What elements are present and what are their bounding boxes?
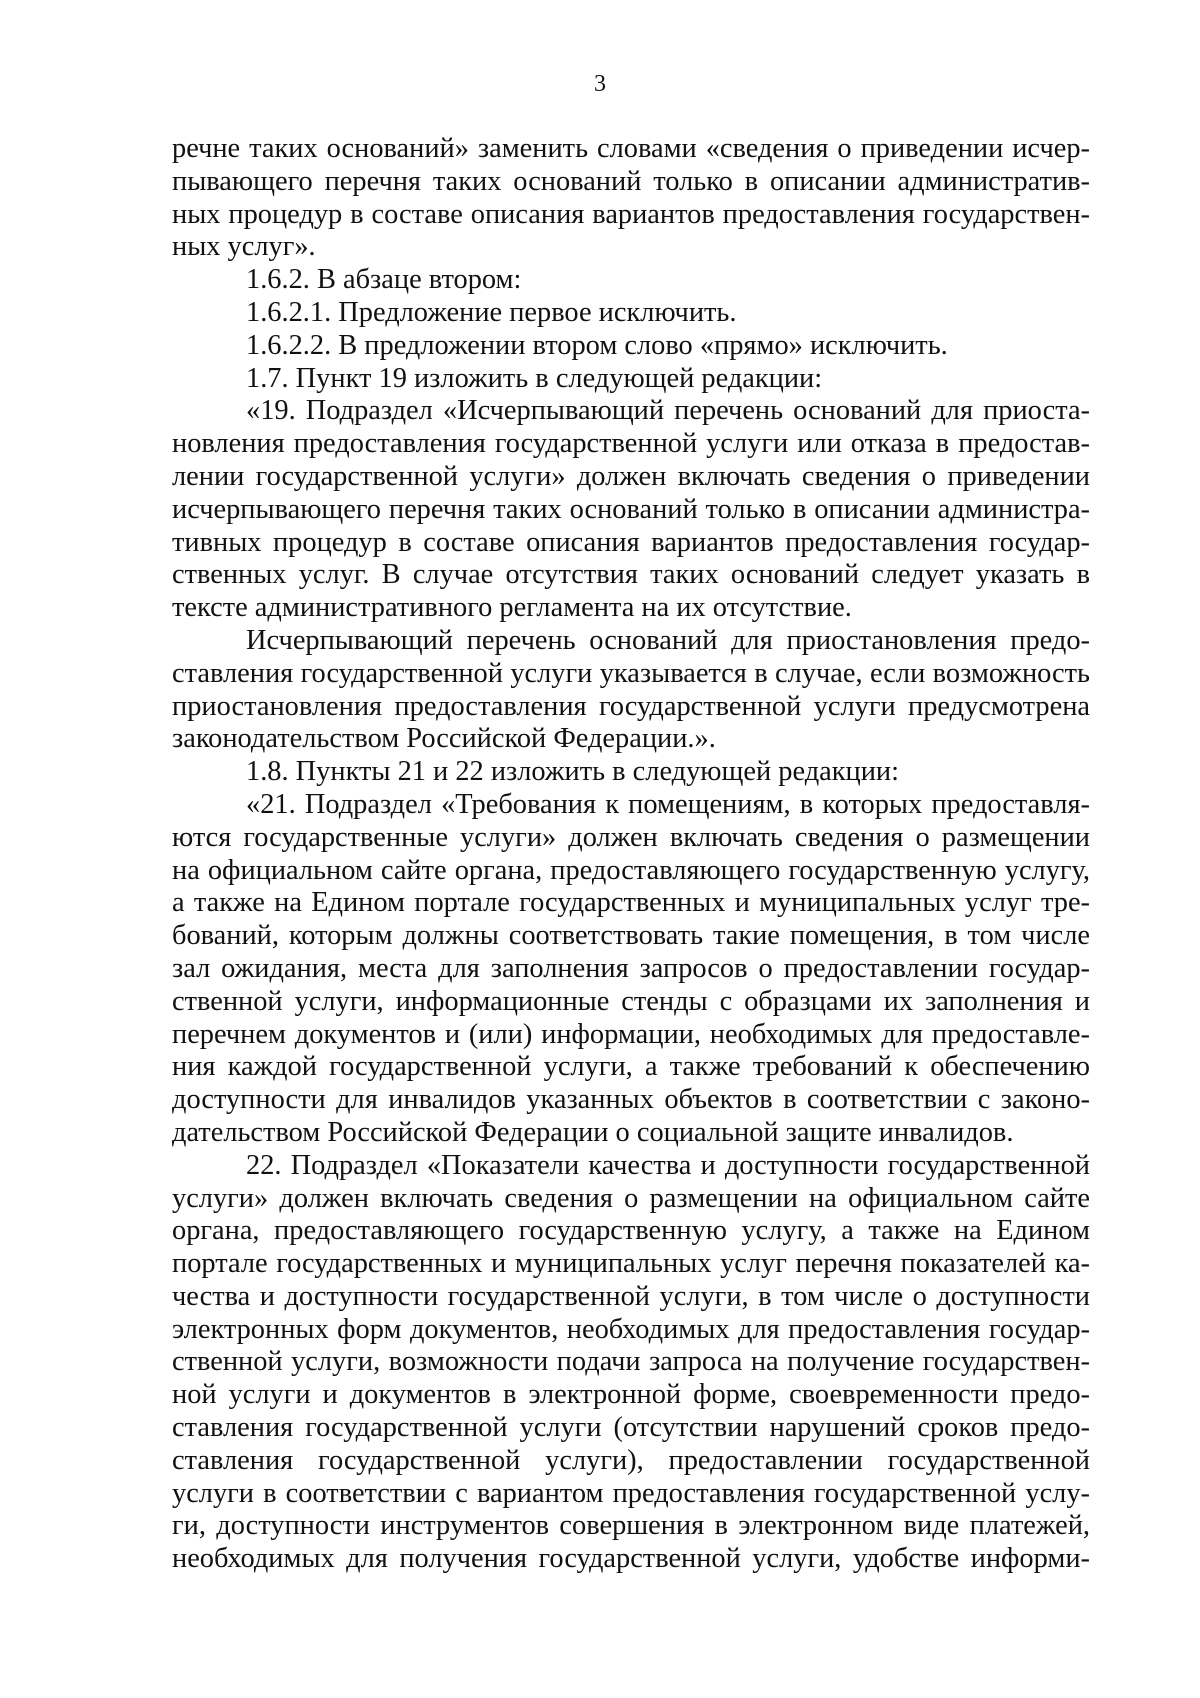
text-line: Исчерпывающий перечень оснований для приостановления предо- bbox=[246, 624, 1090, 656]
text-line: ных процедур в составе описания вариантов предоставления государствен- bbox=[172, 198, 1090, 230]
text-line: ственных услуг. В случае отсутствия таких оснований следует указать в bbox=[172, 559, 1090, 591]
text-line: ния каждой государственной услуги, а также требований к обеспечению bbox=[172, 1051, 1090, 1083]
text-line: 1.8. Пункты 21 и 22 изложить в следующей редакции: bbox=[246, 756, 899, 788]
text-line: портале государственных и муниципальных услуг перечня показателей ка- bbox=[172, 1248, 1090, 1280]
text-line: 1.6.2.2. В предложении втором слово «прямо» исключить. bbox=[246, 329, 948, 361]
text-line: законодательством Российской Федерации.». bbox=[172, 723, 716, 755]
text-line: 1.6.2. В абзаце втором: bbox=[246, 264, 522, 296]
text-line: «21. Подраздел «Требования к помещениям, в которых предоставля- bbox=[246, 788, 1090, 820]
text-line: речне таких оснований» заменить словами «сведения о приведении исчер- bbox=[172, 133, 1090, 164]
text-line: ставления государственной услуги указывается в случае, если возможность bbox=[172, 657, 1090, 689]
text-line: исчерпывающего перечня таких оснований только в описании администра- bbox=[172, 493, 1090, 525]
text-line: дательством Российской Федерации о социальной защите инвалидов. bbox=[172, 1116, 1014, 1148]
page-number: 3 bbox=[594, 71, 606, 97]
text-line: бований, которым должны соответствовать такие помещения, в том числе bbox=[172, 920, 1090, 952]
text-line: доступности для инвалидов указанных объектов в соответствии с законо- bbox=[172, 1084, 1090, 1116]
text-line: чества и доступности государственной услуги, в том числе о доступности bbox=[172, 1280, 1090, 1312]
text-line: ставления государственной услуги (отсутствии нарушений сроков предо- bbox=[172, 1412, 1090, 1444]
text-line: перечнем документов и (или) информации, необходимых для предоставле- bbox=[172, 1018, 1090, 1050]
text-line: 1.7. Пункт 19 изложить в следующей редакции: bbox=[246, 362, 823, 394]
document-body bbox=[172, 133, 1090, 1576]
text-line: зал ожидания, места для заполнения запросов о предоставлении государ- bbox=[172, 952, 1090, 984]
text-line: «19. Подраздел «Исчерпывающий перечень оснований для приоста- bbox=[246, 395, 1090, 427]
text-line: электронных форм документов, необходимых для предоставления государ- bbox=[172, 1313, 1090, 1345]
text-line: ной услуги и документов в электронной форме, своевременности предо- bbox=[172, 1379, 1090, 1411]
text-line: тивных процедур в составе описания вариантов предоставления государ- bbox=[172, 526, 1090, 558]
text-line: ственной услуги, информационные стенды с образцами их заполнения и bbox=[172, 985, 1090, 1017]
text-line: услуги в соответствии с вариантом предоставления государственной услу- bbox=[172, 1477, 1090, 1509]
text-line: ются государственные услуги» должен включать сведения о размещении bbox=[172, 821, 1090, 853]
text-line: а также на Едином портале государственных и муниципальных услуг тре- bbox=[172, 887, 1090, 919]
text-line: на официальном сайте органа, предоставляющего государственную услугу, bbox=[172, 854, 1090, 886]
text-line: услуги» должен включать сведения о размещении на официальном сайте bbox=[172, 1182, 1090, 1214]
text-line: ных услуг». bbox=[172, 231, 316, 263]
text-line: лении государственной услуги» должен включать сведения о приведении bbox=[172, 460, 1090, 492]
text-line: новления предоставления государственной услуги или отказа в предостав- bbox=[172, 428, 1090, 460]
text-line: органа, предоставляющего государственную услугу, а также на Едином bbox=[172, 1215, 1090, 1247]
text-line: 22. Подраздел «Показатели качества и доступности государственной bbox=[246, 1149, 1090, 1181]
text-line: ги, доступности инструментов совершения в электронном виде платежей, bbox=[172, 1510, 1090, 1542]
text-line: ставления государственной услуги), предоставлении государственной bbox=[172, 1444, 1090, 1476]
text-line: необходимых для получения государственной услуги, удобстве информи- bbox=[172, 1543, 1090, 1575]
text-line: приостановления предоставления государственной услуги предусмотрена bbox=[172, 690, 1090, 722]
text-line: тексте административного регламента на их отсутствие. bbox=[172, 592, 852, 624]
text-line: пывающего перечня таких оснований только в описании административ- bbox=[172, 165, 1090, 197]
text-line: ственной услуги, возможности подачи запроса на получение государствен- bbox=[172, 1346, 1090, 1378]
text-line: 1.6.2.1. Предложение первое исключить. bbox=[246, 296, 737, 328]
